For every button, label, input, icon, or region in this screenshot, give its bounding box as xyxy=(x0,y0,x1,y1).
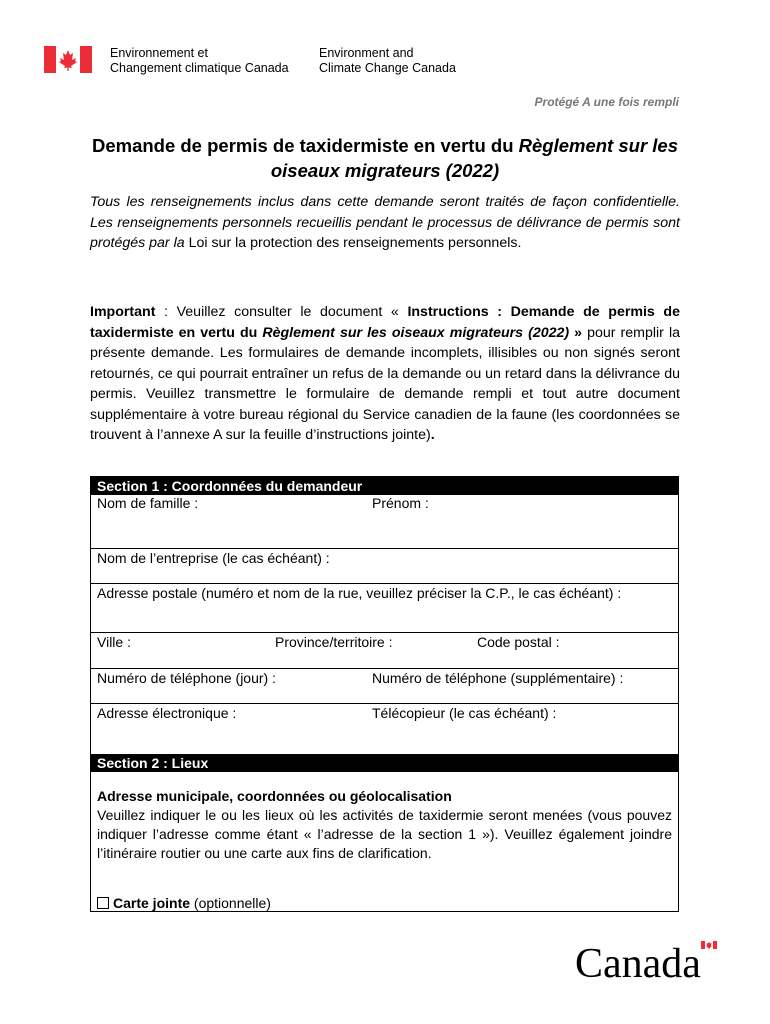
last-name-field[interactable]: Nom de famille : xyxy=(97,495,199,511)
postal-address-field[interactable]: Adresse postale (numéro et nom de la rue, veuillez préciser la C.P., le cas échéant) : xyxy=(97,585,622,601)
locations-instructions: Veuillez indiquer le ou les lieux où les activités de taxidermie seront menées (vous pouvez indiquer l’adresse comme étant « l’adresse de la section 1 »). Veuillez également joindre l’itinéraire routier ou une carte aux fins de clarification. xyxy=(97,807,672,861)
checkbox-icon[interactable] xyxy=(97,897,109,909)
application-form xyxy=(90,476,679,912)
email-row xyxy=(91,704,678,753)
locations-subtitle: Adresse municipale, coordonnées ou géolocalisation xyxy=(97,788,452,804)
email-field[interactable]: Adresse électronique : xyxy=(97,705,237,721)
svg-text:Canada: Canada xyxy=(575,941,701,980)
canada-wordmark-logo xyxy=(575,940,725,980)
address-row xyxy=(91,584,678,633)
section-2-heading: Section 2 : Lieux xyxy=(91,754,678,772)
first-name-field[interactable]: Prénom : xyxy=(372,495,429,511)
canada-flag-icon xyxy=(44,46,92,73)
postal-code-field[interactable]: Code postal : xyxy=(477,634,560,650)
phone-day-field[interactable]: Numéro de téléphone (jour) : xyxy=(97,670,276,686)
section-1-heading: Section 1 : Coordonnées du demandeur xyxy=(91,477,678,495)
important-paragraph: Important : Veuillez consulter le document « Instructions : Demande de permis de taxidermiste en vertu du Règlement sur les oiseaux migrateurs (2022) » pour remplir la présente demande. Les formulaires de demande incomplets, illisibles ou non signés seront retournés, ce qui pourrait entraîner un refus de la demande ou un retard dans la délivrance du permis. Veuillez transmettre le formulaire de demande rempli et tout autre document supplémentaire à votre bureau régional du Service canadien de la faune (les coordonnées se trouvent à l’annexe A sur la feuille d’instructions jointe). xyxy=(90,304,680,443)
fax-field[interactable]: Télécopieur (le cas échéant) : xyxy=(372,705,557,721)
phone-extra-field[interactable]: Numéro de téléphone (supplémentaire) : xyxy=(372,670,624,686)
phone-row xyxy=(91,669,678,704)
company-row xyxy=(91,549,678,584)
map-attached-checkbox[interactable]: Carte jointe (optionnelle) xyxy=(97,895,271,911)
protected-notice: Protégé A une fois rempli xyxy=(534,95,679,109)
name-row xyxy=(91,495,678,549)
city-row xyxy=(91,633,678,669)
intro-paragraph: Tous les renseignements inclus dans cette demande seront traités de façon confidentielle. Les renseignements personnels recueillis pendant le processus de délivrance de permis sont protégés par la Loi sur la protection des renseignements personnels. xyxy=(90,194,680,251)
department-name-en: Environment and Climate Change Canada xyxy=(319,46,456,75)
city-field[interactable]: Ville : xyxy=(97,634,131,650)
province-field[interactable]: Province/territoire : xyxy=(275,634,393,650)
company-field[interactable]: Nom de l’entreprise (le cas échéant) : xyxy=(97,550,330,566)
department-name-fr: Environnement et Changement climatique Canada xyxy=(110,46,289,75)
page-title: Demande de permis de taxidermiste en vertu du Règlement sur les oiseaux migrateurs (2022) xyxy=(91,135,679,181)
